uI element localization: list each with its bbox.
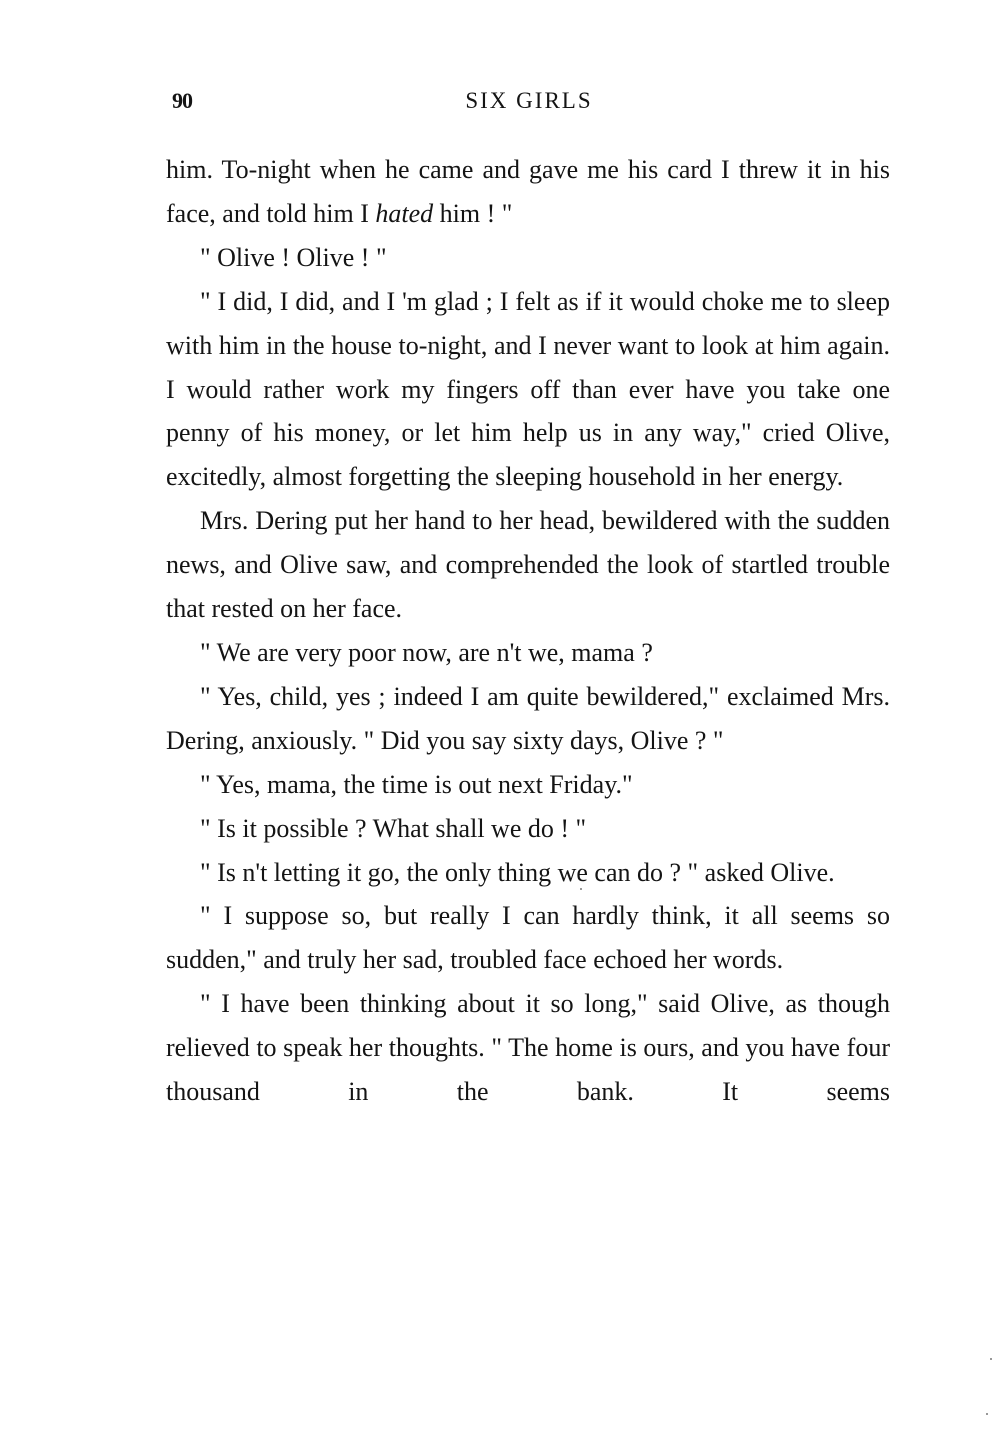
running-title: SIX GIRLS bbox=[465, 88, 593, 113]
paragraph: " Olive ! Olive ! " bbox=[200, 242, 387, 272]
paragraph-text: him. To-night when he came and gave me his card I threw it in his face, and told him I bbox=[166, 155, 890, 228]
paragraph: Mrs. Dering put her hand to her head, bewildered with the sudden news, and Olive saw, and comprehended the look of startled trouble that rested on her face. bbox=[166, 506, 890, 624]
paragraph-continues: " I have been thinking about it so long," said Olive, as though relieved to speak her thoughts. " The home is ours, and you have four thousand in the bank. It seems bbox=[166, 989, 890, 1107]
paragraph: " Yes, mama, the time is out next Friday." bbox=[200, 769, 633, 799]
scan-speck bbox=[990, 1358, 992, 1360]
body-text bbox=[166, 148, 890, 1114]
paragraph: " Is it possible ? What shall we do ! " bbox=[200, 813, 587, 843]
paragraph: " Is n't letting it go, the only thing we can do ? " asked Olive. bbox=[200, 857, 835, 887]
paragraph: " I did, I did, and I 'm glad ; I felt as if it would choke me to sleep with him in the house to-night, and I never want to look at him again. I would rather work my fingers off than ever have you take one penny of his money, or let him help us in any way," cried Olive, excitedly, almost forgetting the sleeping household in her energy. bbox=[166, 286, 890, 492]
page-number: 90 bbox=[172, 88, 192, 113]
paragraph: " I suppose so, but really I can hardly think, it all seems so sudden," and truly her sad, troubled face echoed her words. bbox=[166, 901, 890, 975]
page-header bbox=[168, 84, 890, 120]
paragraph: " We are very poor now, are n't we, mama ? bbox=[200, 637, 653, 667]
paragraph-text: him ! " bbox=[433, 198, 513, 228]
scan-speck bbox=[986, 1413, 988, 1415]
scan-speck bbox=[580, 888, 582, 890]
paragraph-continued bbox=[166, 148, 890, 236]
paragraph: " Yes, child, yes ; indeed I am quite bewildered," exclaimed Mrs. Dering, anxiously. " Did you say sixty days, Olive ? " bbox=[166, 681, 890, 755]
italic-word: hated bbox=[375, 198, 434, 228]
